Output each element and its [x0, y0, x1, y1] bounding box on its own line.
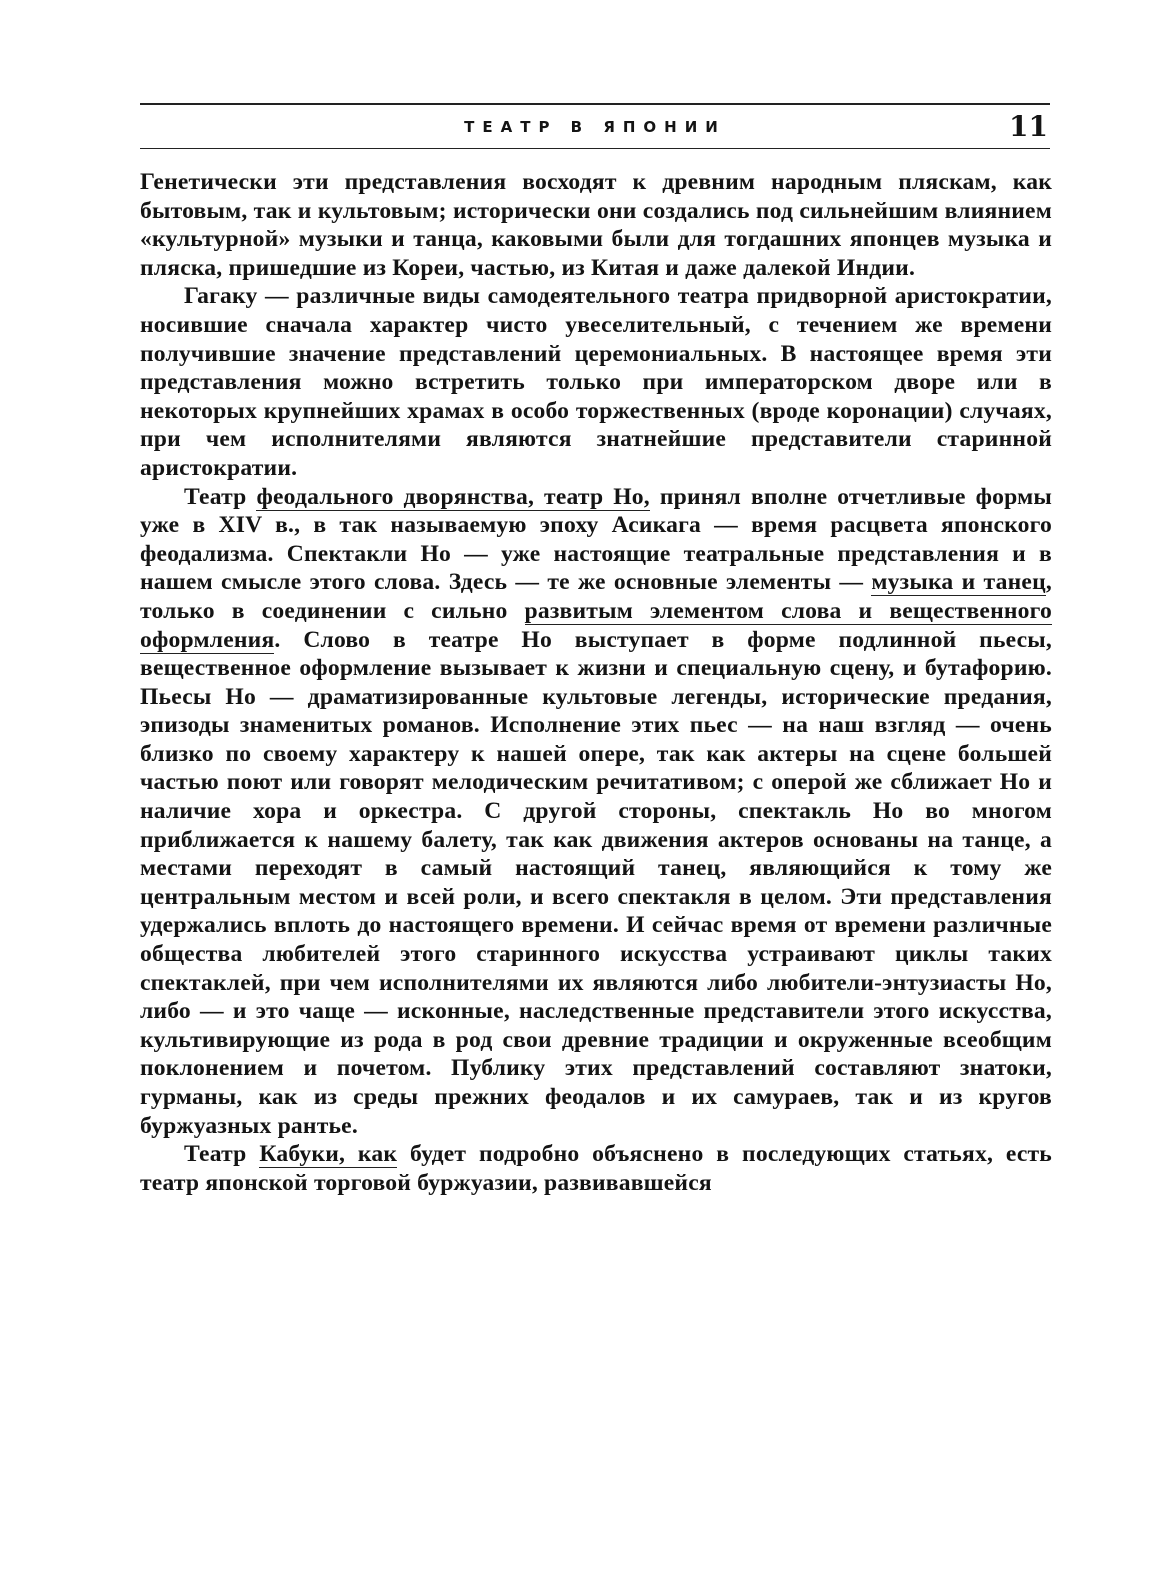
paragraph-text: , только в соединении с сильно: [140, 569, 1052, 624]
underlined-phrase: музыка и танец: [871, 569, 1046, 596]
paragraph-text: Театр: [184, 1141, 260, 1168]
underlined-phrase: Кабуки, как: [259, 1141, 398, 1168]
paragraph-text: будет подробно объяснено в последующих статьях, есть театр японской торговой буржуазии, развивавшейся: [140, 1141, 1052, 1196]
paragraph-text: Театр: [184, 483, 257, 510]
page-number: 11: [1009, 110, 1048, 143]
body-text: [140, 168, 1052, 1197]
paragraph-text: принял вполне отчетливые формы уже в XIV в., в так называемую эпоху Асикага — время расцвета японского феодализма. Спектакли Но — уже настоящие театральные представления и в нашем смысле этого слова. Здесь — те же основные элементы —: [140, 483, 1052, 596]
running-header: [140, 110, 1050, 144]
paragraph-gagaku: Гагаку — различные виды самодеятельного театра придворной аристократии, носившие сначала характер чисто увеселительный, с течением же времени получившие значение представлений церемониальных. В настоящее время эти представления можно встретить только при императорском дворе или в некоторых крупнейших храмах в особо торжественных (вроде коронации) случаях, при чем исполнителями являются знатнейшие представители старинной аристократии.: [140, 283, 1052, 481]
header-rule-bottom: [140, 148, 1050, 149]
underlined-phrase: феодального дворянства, театр Но,: [256, 483, 650, 510]
paragraph-kabuki: [140, 1140, 1052, 1197]
paragraph-genetics: Генетически эти представления восходят к древним народным пляскам, как бытовым, так и культовым; исторически они создались под сильнейшим влиянием «культурной» музыки и танца, каковыми были для тогдашних японцев музыка и пляска, пришедшие из Кореи, частью, из Китая и даже далекой Индии.: [140, 169, 1052, 281]
running-title: ТЕАТР В ЯПОНИИ: [464, 118, 726, 136]
header-rule-top: [140, 103, 1050, 105]
paragraph-no-theatre: [140, 483, 1052, 1141]
paragraph-text: . Слово в театре Но выступает в форме подлинной пьесы, вещественное оформление вызывает к жизни и специальную сцену, и бутафорию. Пьесы Но — драматизированные культовые легенды, исторические предания, эпизоды знаменитых романов. Исполнение этих пьес — на наш взгляд — очень близко по своему характеру к нашей опере, так как актеры на сцене большей частью поют или говорят мелодическим речитативом; с оперой же сближает Но и наличие хора и оркестра. С другой стороны, спектакль Но во многом приближается к нашему балету, так как движения актеров основаны на танце, а местами переходят в самый настоящий танец, являющийся к тому же центральным местом и всей роли, и всего спектакля в целом. Эти представления удержались вплоть до настоящего времени. И сейчас время от времени различные общества любителей этого старинного искусства устраивают циклы таких спектаклей, при чем исполнителями их являются либо любители-энтузиасты Но, либо — и это чаще — исконные, наследственные представители этого искусства, культивирующие из рода в род свои древние традиции и окруженные всеобщим поклонением и почетом. Публику этих представлений составляют знатоки, гурманы, как из среды прежних феодалов и их самураев, так и из кругов буржуазных рантье.: [140, 626, 1052, 1139]
underlined-phrase: развитым элементом слова и вещественного оформления: [140, 597, 1052, 653]
